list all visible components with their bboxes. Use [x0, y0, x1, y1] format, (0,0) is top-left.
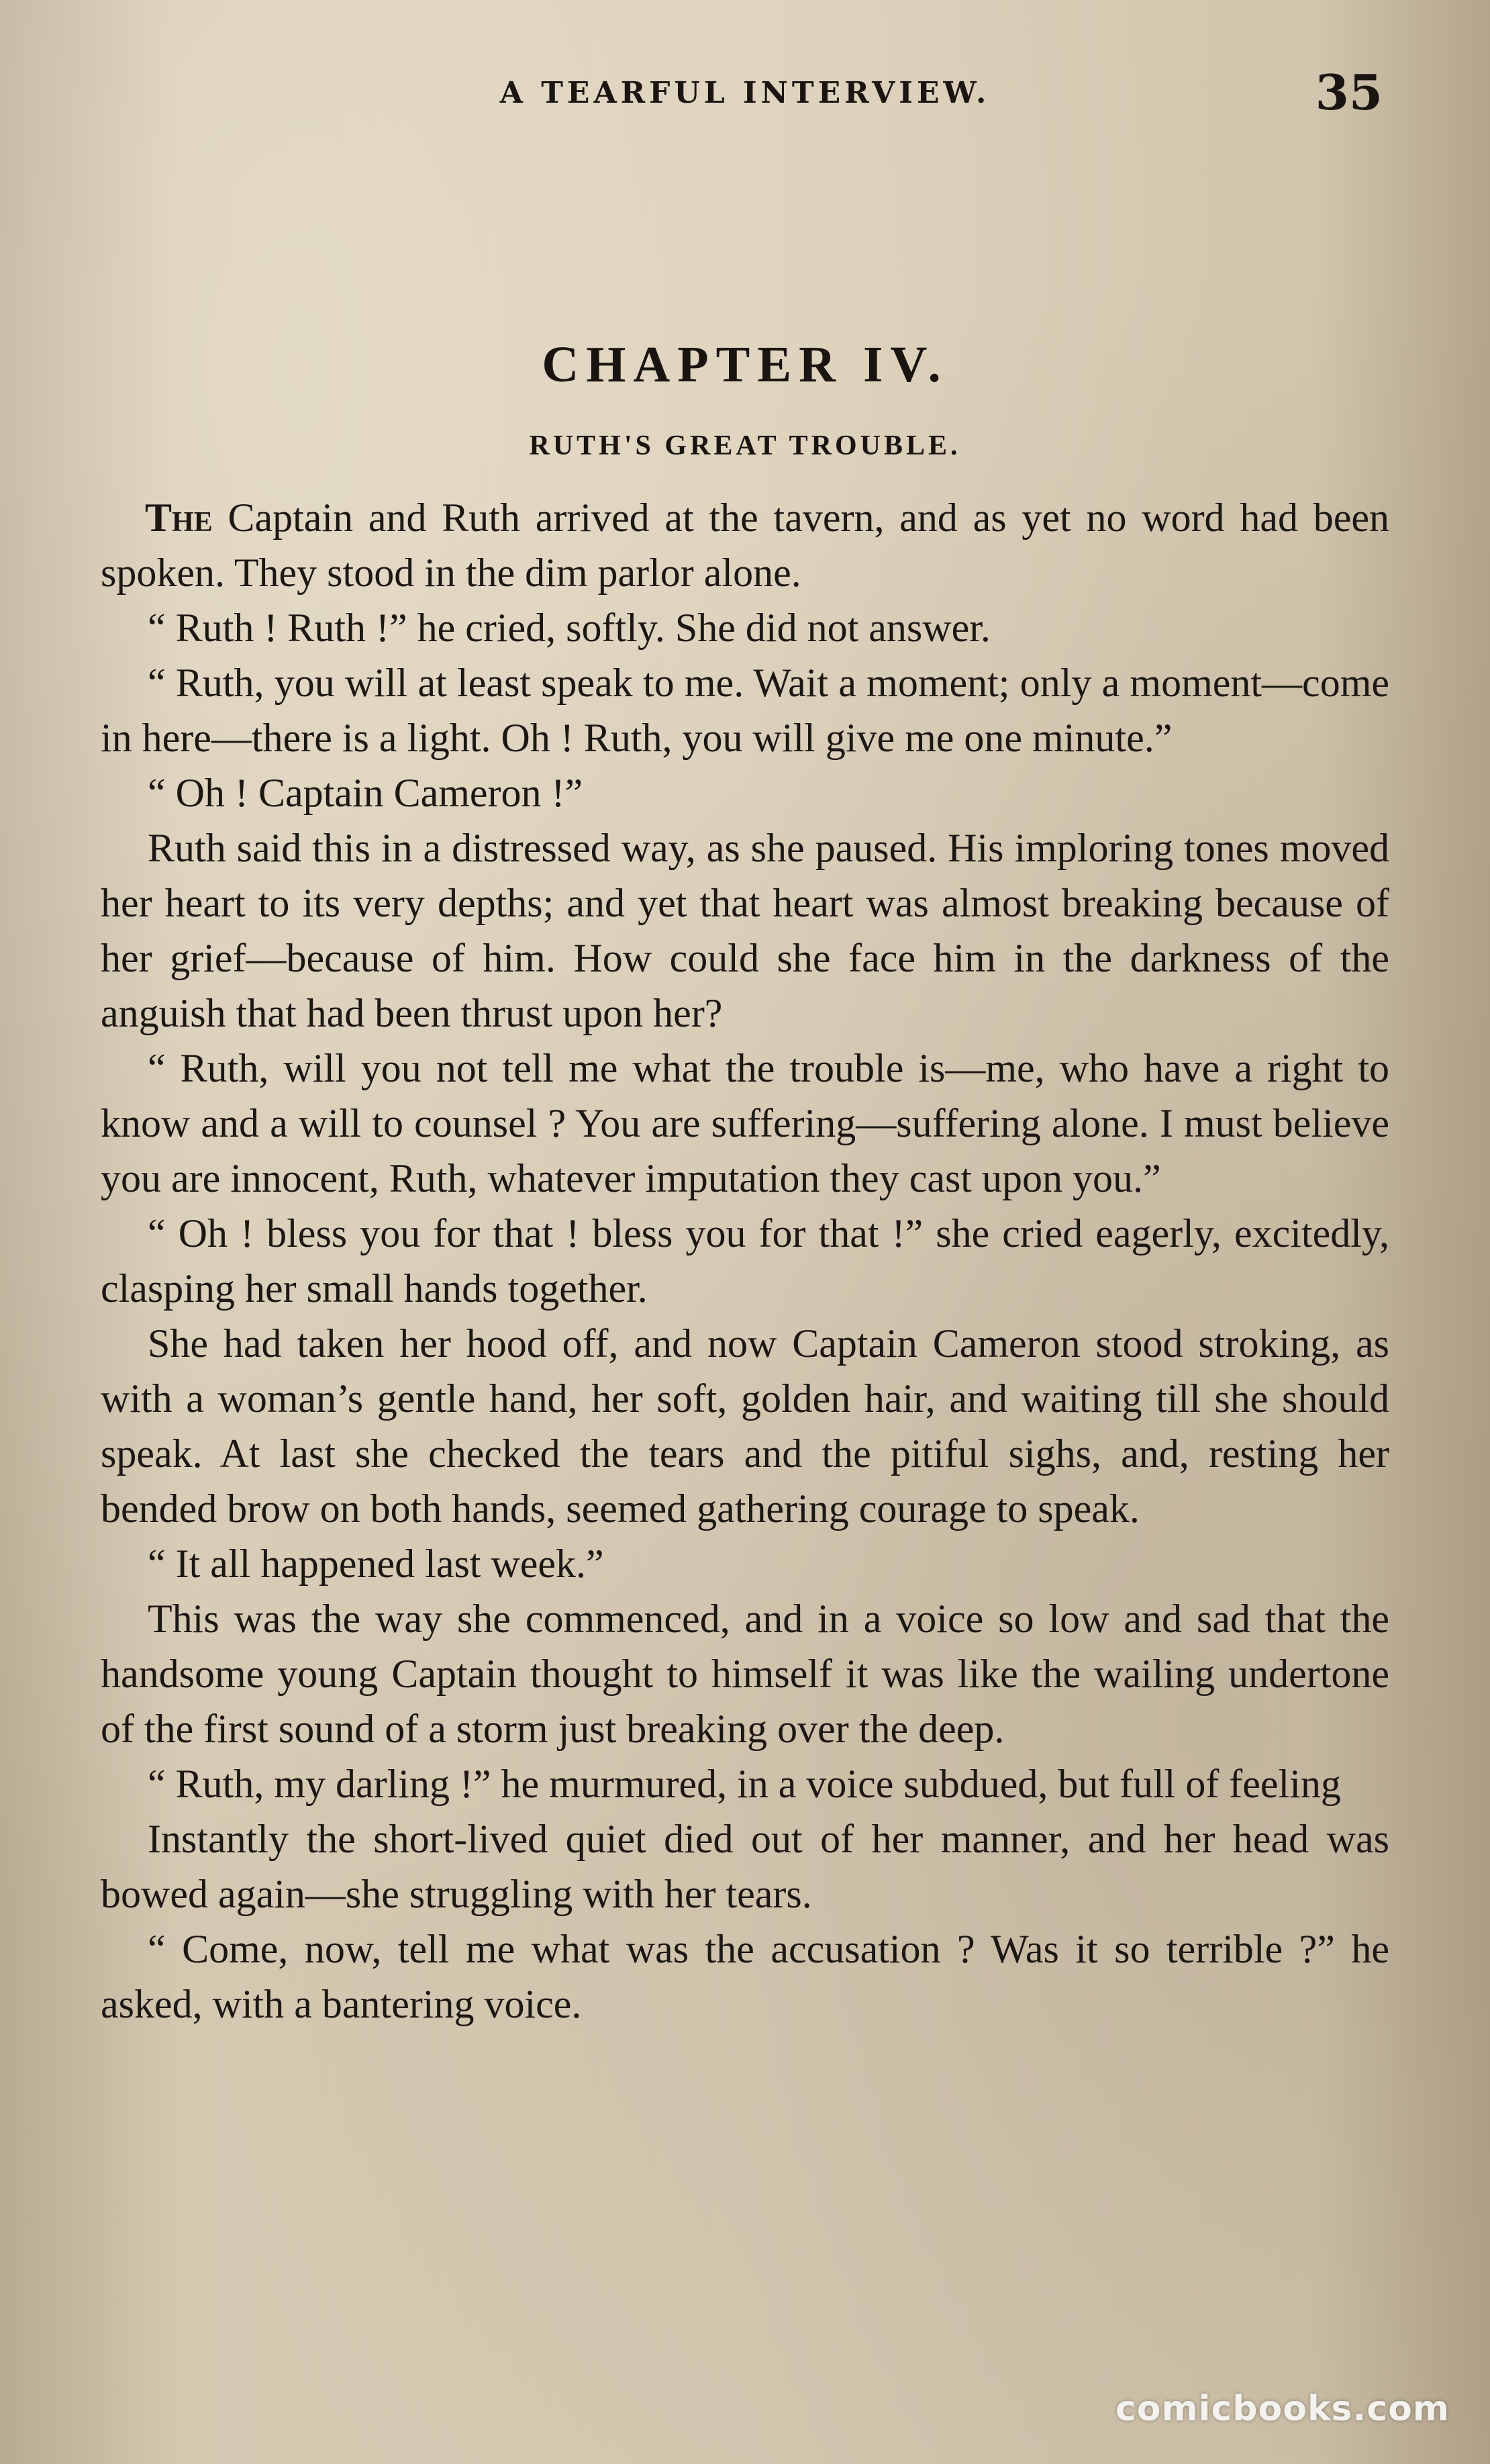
site-watermark: comicbooks.com — [1115, 2389, 1450, 2429]
body-text — [101, 490, 1389, 2032]
page-number: 35 — [1315, 64, 1383, 121]
paragraph: This was the way she commenced, and in a voice so low and sad that the handsome young Captain thought to himself it was like the wailing undertone of the first sound of a storm just breaking over the deep. — [101, 1597, 1389, 1751]
paragraph: “ Oh ! bless you for that ! bless you for that !” she cried eagerly, excitedly, clasping her small hands together. — [101, 1211, 1389, 1311]
chapter-title: CHAPTER IV. — [542, 336, 948, 393]
paragraph: “ Ruth, you will at least speak to me. Wait a moment; only a moment—come in here—there is a light. Oh ! Ruth, you will give me one minute.” — [101, 661, 1389, 760]
paragraph: “ Ruth ! Ruth !” he cried, softly. She did not answer. — [148, 606, 991, 650]
paragraph — [101, 490, 1389, 600]
paragraph: “ Ruth, will you not tell me what the trouble is—me, who have a right to know and a will to counsel ? You are suffering—suffering alone. I must believe you are innocent, Ruth, whatever imputation they cast upon you.” — [101, 1046, 1389, 1200]
paragraph: Instantly the short-lived quiet died out of her manner, and her head was bowed again—she struggling with her tears. — [101, 1817, 1389, 1916]
page-header — [101, 64, 1389, 124]
paragraph: “ Oh ! Captain Cameron !” — [148, 771, 583, 815]
drop-word: The — [145, 495, 213, 540]
paragraph-text: Captain and Ruth arrived at the tavern, and as yet no word had been spoken. They stood in the dim parlor alone. — [101, 495, 1389, 595]
chapter-subtitle: RUTH'S GREAT TROUBLE. — [529, 430, 961, 461]
paragraph: She had taken her hood off, and now Captain Cameron stood stroking, as with a woman’s gentle hand, her soft, golden hair, and waiting till she should speak. At last she checked the tears and the pitiful sighs, and, resting her bended brow on both hands, seemed gathering courage to speak. — [101, 1321, 1389, 1531]
paragraph: “ Come, now, tell me what was the accusation ? Was it so terrible ?” he asked, with a bantering voice. — [101, 1927, 1389, 2026]
running-title: A TEARFUL INTERVIEW. — [499, 76, 991, 110]
paragraph: “ It all happened last week.” — [148, 1542, 604, 1586]
paragraph: “ Ruth, my darling !” he murmured, in a voice subdued, but full of feeling — [148, 1762, 1341, 1806]
paragraph: Ruth said this in a distressed way, as she paused. His imploring tones moved her heart to its very depths; and yet that heart was almost breaking because of her grief—because of him. How could she face him in the darkness of the anguish that had been thrust upon her? — [101, 826, 1389, 1035]
